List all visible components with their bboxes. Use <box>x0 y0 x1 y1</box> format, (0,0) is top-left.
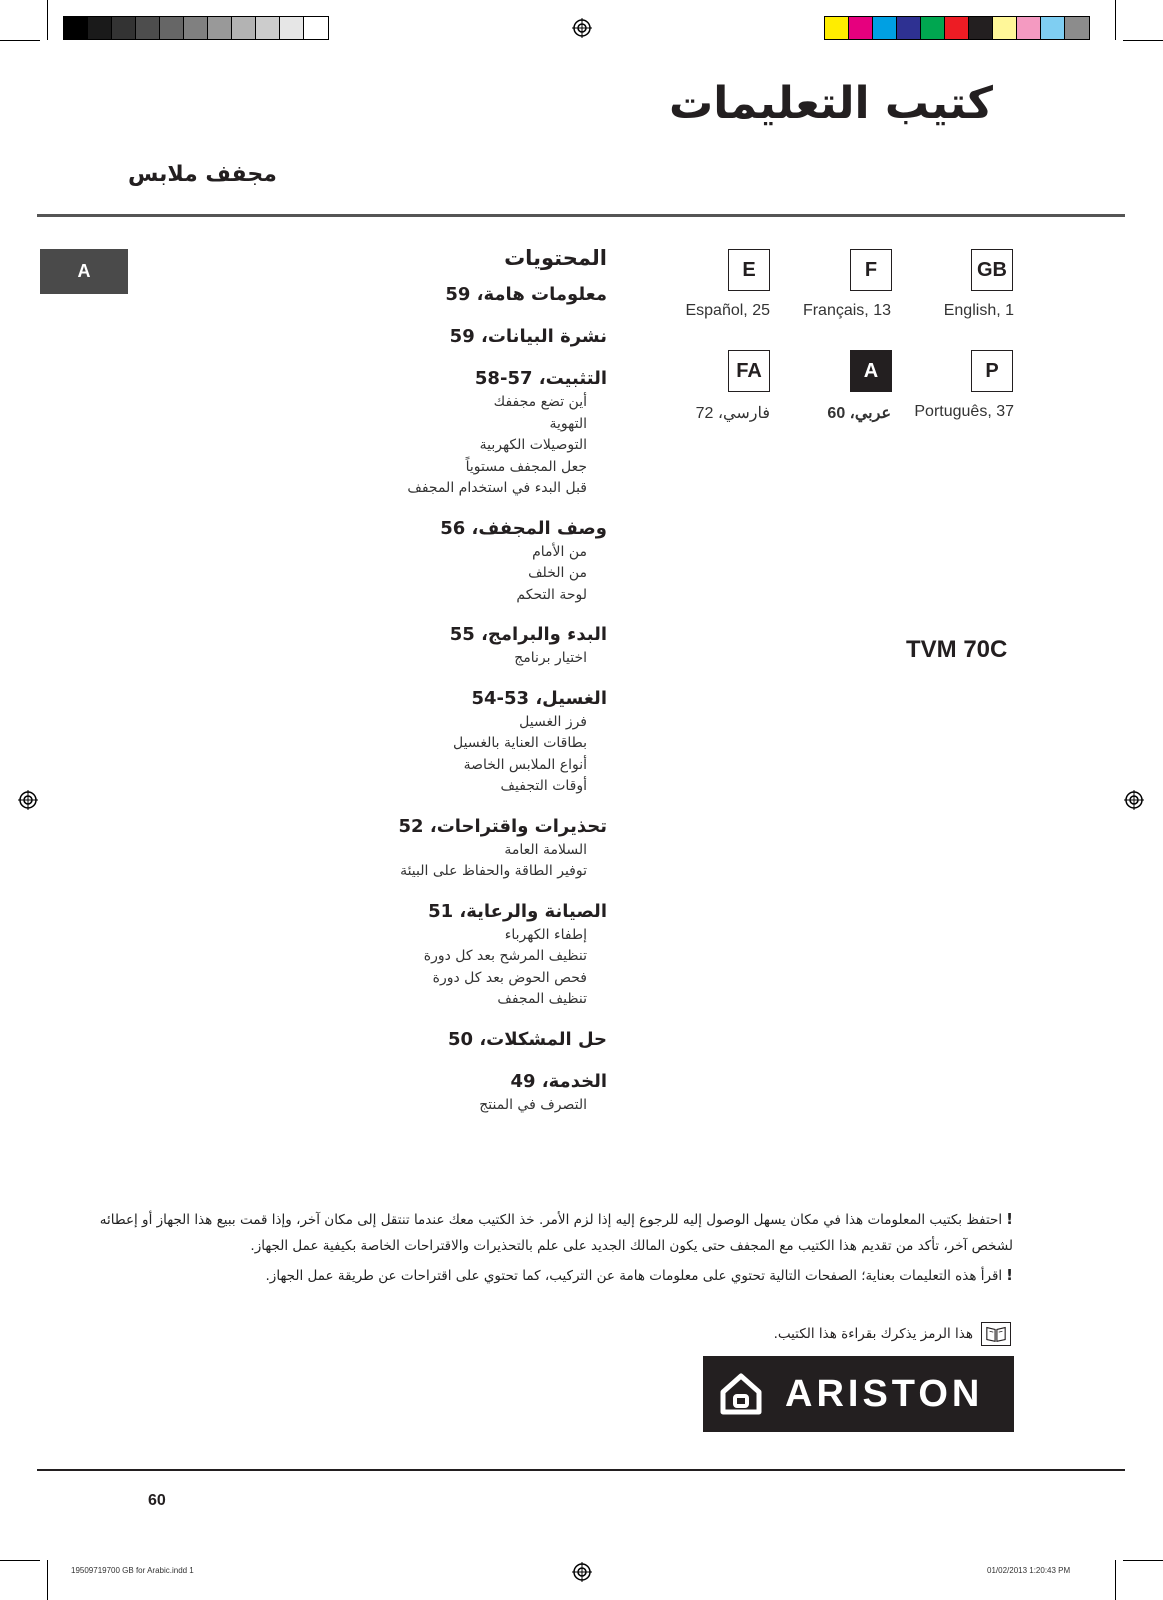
model-number: TVM 70C <box>906 636 1008 663</box>
language-box-f: F <box>850 249 892 291</box>
toc-section <box>167 324 607 350</box>
toc-item: اختيار برنامج <box>514 650 587 666</box>
toc-section <box>167 814 607 883</box>
toc-item: أنواع الملابس الخاصة <box>463 756 587 773</box>
registration-mark-icon <box>572 18 592 38</box>
toc-item: فحص الحوض بعد كل دورة <box>432 969 587 986</box>
toc-item: أين تضع مجففك <box>493 394 587 410</box>
table-of-contents <box>167 246 607 1132</box>
language-label-e: Español, 25 <box>685 302 770 319</box>
grayscale-color-bar <box>63 16 329 40</box>
language-box-p: P <box>971 350 1013 392</box>
brand-name: ARISTON <box>785 1372 984 1415</box>
book-note-text: هذا الرمز يذكرك بقراءة هذا الكتيب. <box>773 1326 973 1342</box>
language-box-e: E <box>728 249 770 291</box>
language-side-tab: A <box>40 249 128 294</box>
color-swatch <box>184 17 208 39</box>
toc-section-heading: معلومات هامة، 59 <box>445 284 607 305</box>
toc-item: من الخلف <box>528 565 587 581</box>
toc-section-heading: البدء والبرامج، 55 <box>449 624 607 645</box>
toc-item: السلامة العامة <box>504 841 587 858</box>
house-logo-icon <box>713 1366 769 1422</box>
toc-item: فرز الغسيل <box>519 713 587 730</box>
instruction-note <box>250 1238 1013 1254</box>
toc-item: التوصيلات الكهربية <box>479 437 587 453</box>
toc-section-heading: الصيانة والرعاية، 51 <box>428 900 607 922</box>
toc-section <box>167 622 607 670</box>
crop-mark <box>1115 0 1116 40</box>
toc-item: قبل البدء في استخدام المجفف <box>407 480 587 496</box>
crop-mark <box>0 40 40 41</box>
color-swatch <box>969 17 993 39</box>
note-text: احتفظ بكتيب المعلومات هذا في مكان يسهل الوصول إليه للرجوع إليه إذا لزم الأمر. خذ الكتيب معك عندما تنتقل إلى مكان آخر، وإذا قمت ببيع هذا الجهاز أو إعطائه <box>99 1212 1003 1228</box>
document-subtitle: مجفف ملابس <box>128 162 277 187</box>
language-label-f: Français, 13 <box>802 302 891 319</box>
note-text: لشخص آخر، تأكد من تقديم هذا الكتيب مع المجفف حتى يكون المالك الجديد على علم بالتحذيرات والاقتراحات الخاصة بكيفية عمل الجهاز. <box>250 1238 1013 1254</box>
color-swatch <box>849 17 873 39</box>
crop-mark <box>47 1560 48 1600</box>
toc-section-heading: نشرة البيانات، 59 <box>449 326 607 347</box>
crop-mark <box>1115 1560 1116 1600</box>
print-timestamp: 01/02/2013 1:20:43 PM <box>987 1566 1071 1575</box>
color-swatch <box>1017 17 1041 39</box>
color-swatch <box>873 17 897 39</box>
process-color-bar <box>824 16 1090 40</box>
color-swatch <box>232 17 256 39</box>
toc-item: تنظيف المجفف <box>497 991 587 1007</box>
language-box-fa: FA <box>728 350 770 392</box>
color-swatch <box>945 17 969 39</box>
toc-item: التهوية <box>549 415 587 432</box>
language-box-gb: GB <box>971 249 1013 291</box>
color-swatch <box>88 17 112 39</box>
instruction-note <box>266 1266 1013 1284</box>
toc-item: بطاقات العناية بالغسيل <box>453 735 587 751</box>
color-swatch <box>112 17 136 39</box>
color-swatch <box>280 17 304 39</box>
page-number: 60 <box>148 1492 166 1509</box>
color-swatch <box>208 17 232 39</box>
brand-logo <box>703 1356 1014 1432</box>
language-label-p: Português, 37 <box>914 403 1014 420</box>
color-swatch <box>136 17 160 39</box>
toc-item: أوقات التجفيف <box>500 778 587 794</box>
color-swatch <box>160 17 184 39</box>
book-note <box>774 1322 1011 1346</box>
toc-item: من الأمام <box>532 543 587 560</box>
color-swatch <box>993 17 1017 39</box>
color-swatch <box>897 17 921 39</box>
instruction-note <box>100 1210 1013 1228</box>
crop-mark <box>1123 40 1163 41</box>
warning-mark-icon: ! <box>1006 1210 1013 1228</box>
document-title: كتيب التعليمات <box>669 78 993 129</box>
toc-section <box>167 899 607 1011</box>
toc-title: المحتويات <box>504 246 607 270</box>
toc-section-heading: تحذيرات واقتراحات، 52 <box>398 815 607 837</box>
toc-section <box>167 1069 607 1117</box>
color-swatch <box>64 17 88 39</box>
footer-divider <box>37 1469 1125 1471</box>
crop-mark <box>47 0 48 40</box>
language-label-fa: فارسي، 72 <box>695 405 770 422</box>
color-swatch <box>825 17 849 39</box>
color-swatch <box>921 17 945 39</box>
language-label-a: عربي، 60 <box>827 405 891 422</box>
toc-section <box>167 516 607 607</box>
toc-item: توفير الطاقة والحفاظ على البيئة <box>400 863 587 879</box>
crop-mark <box>0 1560 40 1561</box>
toc-item: إطفاء الكهرباء <box>504 926 587 943</box>
registration-mark-icon <box>1124 790 1144 810</box>
toc-item: تنظيف المرشح بعد كل دورة <box>423 948 587 964</box>
warning-mark-icon: ! <box>1006 1266 1013 1284</box>
language-label-gb: English, 1 <box>943 302 1014 319</box>
color-swatch <box>256 17 280 39</box>
color-swatch <box>1041 17 1065 39</box>
open-book-icon <box>981 1322 1011 1346</box>
header-divider <box>37 214 1125 217</box>
registration-mark-icon <box>18 790 38 810</box>
crop-mark <box>1123 1560 1163 1561</box>
toc-section-heading: التثبيت، 57-58 <box>474 368 607 389</box>
registration-mark-icon <box>572 1562 592 1582</box>
toc-section-heading: حل المشكلات، 50 <box>447 1028 607 1050</box>
toc-item: لوحة التحكم <box>516 586 587 603</box>
toc-item: جعل المجفف مستوياً <box>465 458 587 475</box>
toc-section <box>167 686 607 798</box>
toc-section-heading: الخدمة، 49 <box>510 1070 607 1092</box>
note-text: اقرأ هذه التعليمات بعناية؛ الصفحات التالية تحتوي على معلومات هامة عن التركيب، كما تحتوي على اقتراحات عن طريقة عمل الجهاز. <box>265 1268 1003 1284</box>
toc-section-heading: الغسيل، 53-54 <box>471 687 607 709</box>
language-box-a: A <box>850 350 892 392</box>
color-swatch <box>304 17 328 39</box>
toc-item: التصرف في المنتج <box>479 1096 587 1113</box>
color-swatch <box>1065 17 1089 39</box>
toc-section <box>167 366 607 500</box>
toc-section <box>167 1027 607 1053</box>
file-slug: 19509719700 GB for Arabic.indd 1 <box>71 1566 194 1575</box>
toc-section <box>167 282 607 308</box>
toc-section-heading: وصف المجفف، 56 <box>440 517 607 539</box>
